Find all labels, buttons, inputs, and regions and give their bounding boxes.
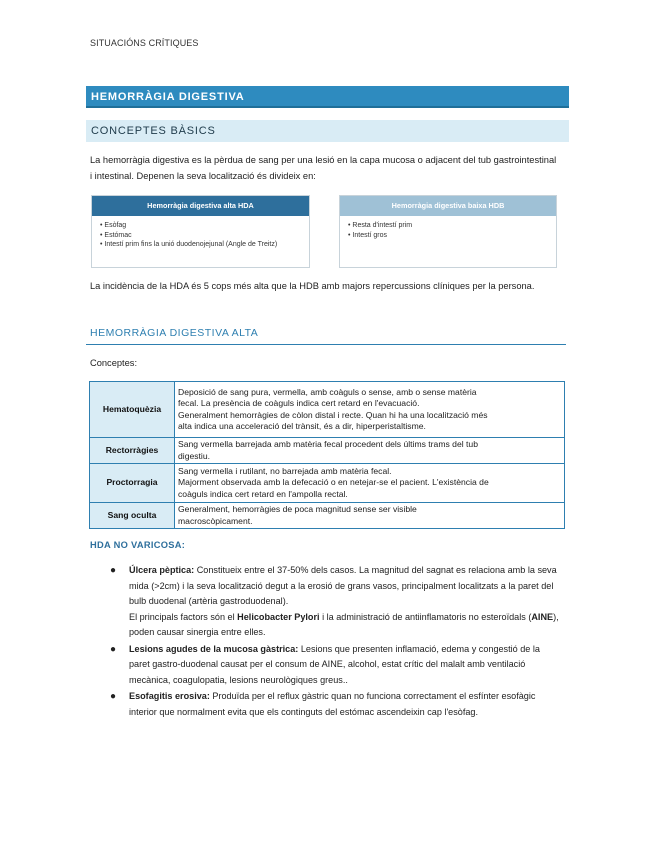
ulcera-factors-paragraph: [129, 610, 562, 641]
intro-paragraph: La hemorràgia digestiva es la pèrdua de sang per una lesió en la capa mucosa o adjacent del tub gastrointestinal i intestinal. Depenen la seva localització és divideix en:: [90, 155, 557, 181]
table-row: [90, 382, 565, 438]
hda-no-varicosa-heading: HDA NO VARICOSA:: [90, 540, 186, 550]
ulcera-paragraph: [129, 563, 562, 610]
esofagitis-text: Produïda per el reflux gàstric quan no funciona correctament el esfínter esofàgic interior que normalment evita que els continguts del estómac ascendeixin cap l'esòfag.: [129, 691, 536, 717]
bullet-icon: ●: [110, 565, 117, 576]
hdb-box: [339, 195, 557, 268]
factors-text: i la administració de antiinflamatoris no esteroïdals (: [319, 611, 532, 622]
list-item: [110, 563, 562, 641]
factors-text: ), poden causar sinergia entre elles.: [129, 611, 559, 637]
definition-cell: [175, 438, 565, 464]
hda-box-list: [92, 216, 309, 250]
page-title: HEMORRÀGIA DIGESTIVA: [91, 91, 245, 103]
concepts-table: [89, 381, 565, 529]
esofagitis-title: Esofagitis erosiva:: [129, 691, 210, 701]
definition-line: coàguls indica cert retard en l'ampolla rectal.: [178, 488, 348, 499]
definition-line: Sang vermella barrejada amb matèria fecal procedent dels últims trams del tub: [178, 439, 478, 449]
definition-line: Sang vermella i rutilant, no barrejada amb matèria fecal.: [178, 465, 392, 476]
section-heading: HEMORRÀGIA DIGESTIVA ALTA: [90, 327, 259, 339]
list-item: • Intestí prim fins la unió duodenojejunal (Angle de Treitz): [100, 240, 303, 250]
hdb-box-header: Hemorràgia digestiva baixa HDB: [340, 196, 556, 216]
definition-line: Generalment hemorràgies de còlon distal i recte. Quan hi ha una localització més: [178, 409, 488, 420]
list-item: • Estómac: [100, 231, 303, 241]
definition-line: Generalment, hemorràgies de poca magnitud sense ser visible: [178, 504, 417, 514]
bullet-icon: ●: [110, 643, 117, 655]
hda-box: [91, 195, 310, 268]
incidence-paragraph: La incidència de la HDA és 5 cops més alta que la HDB amb majors repercussions clíniques per la persona.: [90, 281, 535, 291]
causes-list: [110, 563, 562, 721]
subtitle-bar: [86, 120, 569, 142]
definition-cell: [175, 382, 565, 438]
definition-line: Deposició de sang pura, vermella, amb coàguls o sense, amb o sense matèria: [178, 386, 477, 397]
term-cell: Sang oculta: [90, 503, 175, 529]
hdb-box-list: [340, 216, 556, 240]
term-cell: Proctorragia: [90, 464, 175, 503]
list-item: [110, 642, 562, 689]
list-item: [110, 689, 562, 720]
list-item: • Resta d'intestí prim: [348, 221, 550, 231]
table-row: [90, 464, 565, 503]
concepts-label: Conceptes:: [90, 358, 138, 368]
table-row: [90, 503, 565, 529]
definition-line: fecal. La presència de coàguls indica cert retard en l'evacuació.: [178, 398, 420, 408]
lesions-text: Lesions que presenten inflamació, edema y congestió de la paret gastro-duodenal causat per el consum de AINE, alcohol, estat crític del malalt amb ventilació mecànica, coagulopatia, lesions neurològiques greus..: [129, 643, 540, 685]
ulcera-title: Úlcera pèptica:: [129, 565, 195, 575]
definition-line: macroscòpicament.: [178, 515, 253, 526]
definition-line: alta indica una acceleració del trànsit, és a dir, hiperperistaltisme.: [178, 421, 426, 431]
aine-term: AINE: [531, 611, 554, 622]
helicobacter-term: Helicobacter Pylori: [237, 611, 320, 622]
factors-text: El principals factors són el: [129, 611, 238, 622]
title-bar: [86, 86, 569, 108]
table-row: [90, 438, 565, 464]
term-cell: Rectorràgies: [90, 438, 175, 464]
lesions-title: Lesions agudes de la mucosa gàstrica:: [129, 643, 299, 654]
term-cell: Hematoquèzia: [90, 382, 175, 438]
section-divider: [86, 344, 566, 345]
ulcera-text: Constitueix entre el 37-50% dels casos. La magnitud del sagnat es relaciona amb la seva mida (>2cm) i la seva localització degut a la erosió de grans vasos, principalment localitzats a la paret del bulb duodenal (artèria gastroduodenal).: [129, 565, 557, 606]
bullet-icon: ●: [110, 691, 117, 702]
definition-line: Majorment observada amb la defecació o en netejar-se el pacient. L'existència de: [178, 477, 489, 488]
hda-box-header: Hemorràgia digestiva alta HDA: [92, 196, 309, 216]
definition-cell: [175, 503, 565, 529]
list-item: • Intestí gros: [348, 231, 550, 241]
definition-cell: [175, 464, 565, 503]
running-header: SITUACIÓNS CRÍTIQUES: [90, 38, 199, 48]
definition-line: digestiu.: [178, 450, 211, 461]
list-item: • Esòfag: [100, 221, 303, 231]
section-subtitle: CONCEPTES BÀSICS: [91, 125, 216, 137]
